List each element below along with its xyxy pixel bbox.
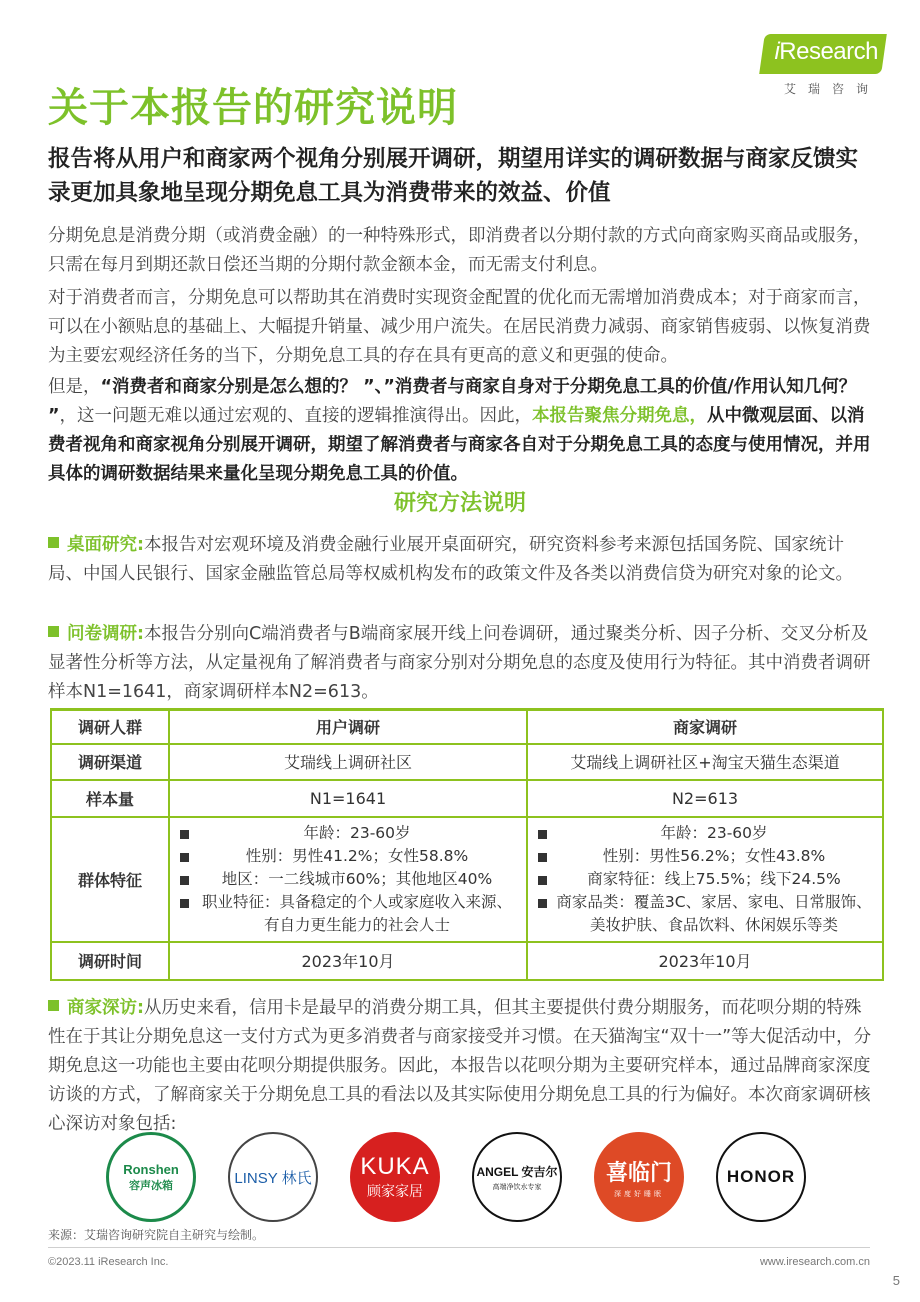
methods-heading: 研究方法说明 xyxy=(393,491,526,516)
survey-table xyxy=(50,708,884,981)
logo-text: iResearch xyxy=(774,38,878,65)
survey-item: 问卷调研:本报告分别向C端消费者与B端商家展开线上问卷调研，通过聚类分析、因子分析、交叉分析及显著性分析等方法，从定量视角了解消费者与商家分别对分期免息的态度及使用行为特征。其中消费者调研样本N1=1641，商家调研样本N2=613。 xyxy=(48,624,871,702)
angel-logo: ANGEL 安吉尔 高端净饮水专家 xyxy=(472,1132,562,1222)
table-row: 样本量 N1=1641 N2=613 xyxy=(51,780,883,817)
bullet-square-icon xyxy=(48,626,59,637)
xilinmen-logo: 喜临门 深度好睡眠 xyxy=(594,1132,684,1222)
logo-subtitle: 艾瑞咨询 xyxy=(783,82,880,96)
page-number: 5 xyxy=(892,1273,900,1288)
intro-paragraph-2: 对于消费者而言，分期免息可以帮助其在消费时实现资金配置的优化而无需增加消费成本；对于商家而言，可以在小额贴息的基础上、大幅提升销量、减少用户流失。在居民消费力减弱、商家销售疲弱、以恢复消费为主要宏观经济任务的当下，分期免息工具的存在具有更高的意义和更强的使命。 xyxy=(48,288,871,366)
intro-paragraph-1: 分期免息是消费分期（或消费金融）的一种特殊形式，即消费者以分期付款的方式向商家购买商品或服务，只需在每月到期还款日偿还当期的分期付款金额本金，而无需支付利息。 xyxy=(48,226,871,275)
linsy-logo: LINSY 林氏 xyxy=(228,1132,318,1222)
iresearch-logo xyxy=(754,34,884,104)
page-subtitle: 报告将从用户和商家两个视角分别展开调研，期望用详实的调研数据与商家反馈实录更加具象地呈现分期免息工具为消费带来的效益、价值 xyxy=(48,146,859,206)
footer-divider xyxy=(48,1247,870,1248)
merchant-interview-item: 商家深访:从历史来看，信用卡是最早的消费分期工具，但其主要提供付费分期服务，而花呗分期的特殊性在于其让分期免息这一支付方式为更多消费者与商家接受并习惯。在天猫淘宝“双十一”等大促活动中，分期免息这一功能也主要由花呗分期提供服务。因此，本报告以花呗分期为主要研究样本，通过品牌商家深度访谈的方式，了解商家关于分期免息工具的看法以及其实际使用分期免息工具的行为偏好。本次商家调研核心深访对象包括: xyxy=(48,998,872,1134)
source-note: 来源：艾瑞咨询研究院自主研究与绘制。 xyxy=(48,1228,265,1242)
ronshen-logo: Ronshen 容声冰箱 xyxy=(106,1132,196,1222)
copyright: ©2023.11 iResearch Inc. xyxy=(48,1256,169,1268)
website-link[interactable]: www.iresearch.com.cn xyxy=(759,1256,870,1268)
bullet-square-icon xyxy=(48,537,59,548)
merchant-traits-list: 年龄：23-60岁 性别：男性56.2%；女性43.8% 商家特征：线上75.5%；线下24.5% 商家品类：覆盖3C、家居、家电、日常服饰、美妆护肤、食品饮料、休闲娱乐等类 xyxy=(527,817,883,942)
brand-logos xyxy=(106,1132,826,1222)
desk-research-item: 桌面研究:本报告对宏观环境及消费金融行业展开桌面研究，研究资料参考来源包括国务院、国家统计局、中国人民银行、国家金融监管总局等权威机构发布的政策文件及各类以消费信贷为研究对象的论文。 xyxy=(48,535,853,584)
page-title: 关于本报告的研究说明 xyxy=(48,85,458,131)
honor-logo: HONOR xyxy=(716,1132,806,1222)
table-header: 调研人群 xyxy=(51,710,169,744)
bullet-square-icon xyxy=(48,1000,59,1011)
table-row: 群体特征 年龄：23-60岁 性别：男性41.2%；女性58.8% 地区：一二线城市60%；其他地区40% 职业特征：具备稳定的个人或家庭收入来源、有自力更生能力的社会人士 年龄：23-60岁 性别：男性56.2%；女性43.8% 商家特征：线上75.5%；线下24.5% 商家品类：覆盖3C、家居、家电、日常服饰、美妆护肤、食品饮料、休闲娱乐等类 xyxy=(51,817,883,942)
table-row: 调研时间 2023年10月 2023年10月 xyxy=(51,942,883,980)
user-traits-list: 年龄：23-60岁 性别：男性41.2%；女性58.8% 地区：一二线城市60%；其他地区40% 职业特征：具备稳定的个人或家庭收入来源、有自力更生能力的社会人士 xyxy=(169,817,527,942)
kuka-logo: KUKA 顾家家居 xyxy=(350,1132,440,1222)
table-header: 用户调研 xyxy=(169,710,527,744)
intro-paragraph-3: 但是，“消费者和商家分别是怎么想的？ ”、”消费者与商家自身对于分期免息工具的价值/作用认知几何？ ”，这一问题无难以通过宏观的、直接的逻辑推演得出。因此，本报告聚焦分期免息，从中微观层面、以消费者视角和商家视角分别展开调研，期望了解消费者与商家各自对于分期免息工具的态度与使用情况，并用具体的调研数据结果来量化呈现分期免息工具的价值。 xyxy=(48,377,871,484)
table-header: 商家调研 xyxy=(527,710,883,744)
table-row: 调研渠道 艾瑞线上调研社区 艾瑞线上调研社区+淘宝天猫生态渠道 xyxy=(51,744,883,780)
